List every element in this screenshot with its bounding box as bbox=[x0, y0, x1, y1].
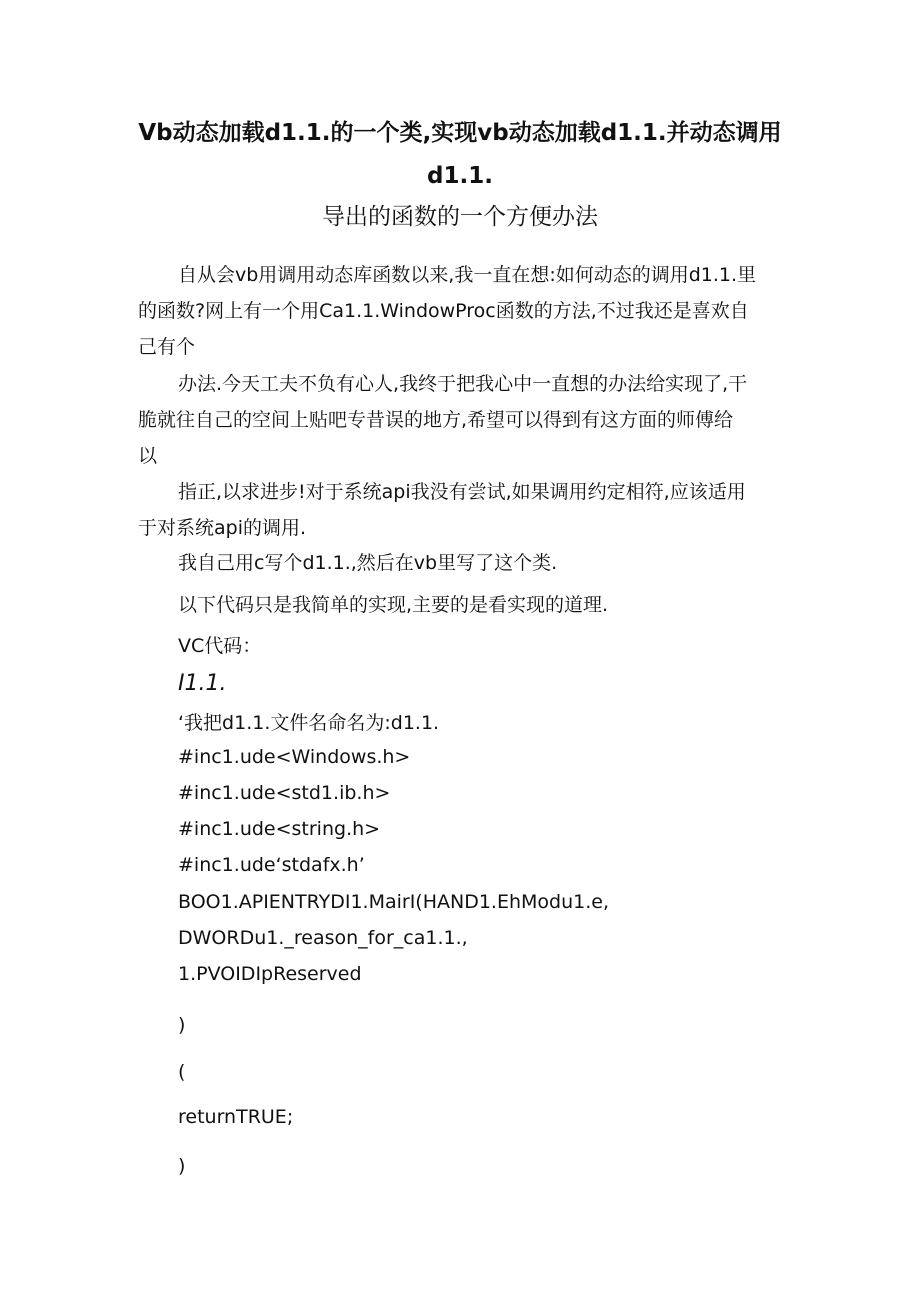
title-line-3: 导出的函数的一个方便办法 bbox=[322, 204, 598, 230]
code-line: #inc1.ude<std1.ib.h> bbox=[178, 782, 391, 804]
code-line: ( bbox=[178, 1061, 186, 1083]
paragraph-line: 我自己用c写个d1.1.,然后在vb里写了这个类. bbox=[178, 552, 558, 574]
title-line-2: d1.1. bbox=[427, 163, 493, 189]
paragraph-line: 以下代码只是我简单的实现,主要的是看实现的道理. bbox=[178, 594, 609, 616]
paragraph-line: 脆就往自己的空间上贴吧专昔误的地方,希望可以得到有这方面的师傅给 bbox=[138, 409, 734, 431]
code-line: I1.1. bbox=[178, 671, 227, 696]
code-line: #inc1.ude<Windows.h> bbox=[178, 746, 411, 768]
code-line: BOO1.APIENTRYDI1.MairI(HAND1.EhModu1.e, bbox=[178, 891, 609, 913]
title-line-1: Vb动态加载d1.1.的一个类,实现vb动态加载d1.1.并动态调用 bbox=[138, 120, 782, 146]
paragraph-line: 以 bbox=[138, 445, 158, 467]
paragraph-line: 自从会vb用调用动态库函数以来,我一直在想:如何动态的调用d1.1.里 bbox=[178, 264, 757, 286]
code-line: returnTRUE; bbox=[178, 1106, 294, 1128]
code-line: DWORDu1._reason_for_ca1.1., bbox=[178, 927, 468, 949]
code-line: ) bbox=[178, 1155, 186, 1177]
paragraph-line: 办法.今天工夫不负有心人,我终于把我心中一直想的办法给实现了,干 bbox=[178, 373, 748, 395]
paragraph-line: 指正,以求进步!对于系统api我没有尝试,如果调用约定相符,应该适用 bbox=[178, 481, 746, 503]
code-line: #inc1.ude‘stdafx.h’ bbox=[178, 854, 365, 876]
code-line: 1.PVOIDIpReserved bbox=[178, 963, 362, 985]
paragraph-line: 的函数?网上有一个用Ca1.1.WindowProc函数的方法,不过我还是喜欢自 bbox=[138, 300, 749, 322]
paragraph-line: 己有个 bbox=[138, 336, 196, 358]
paragraph-line: VC代码： bbox=[178, 635, 262, 657]
code-line: ‘我把d1.1.文件名命名为:d1.1. bbox=[178, 712, 440, 734]
code-line: #inc1.ude<string.h> bbox=[178, 818, 381, 840]
paragraph-line: 于对系统api的调用. bbox=[138, 517, 307, 539]
code-line: ) bbox=[178, 1014, 186, 1036]
